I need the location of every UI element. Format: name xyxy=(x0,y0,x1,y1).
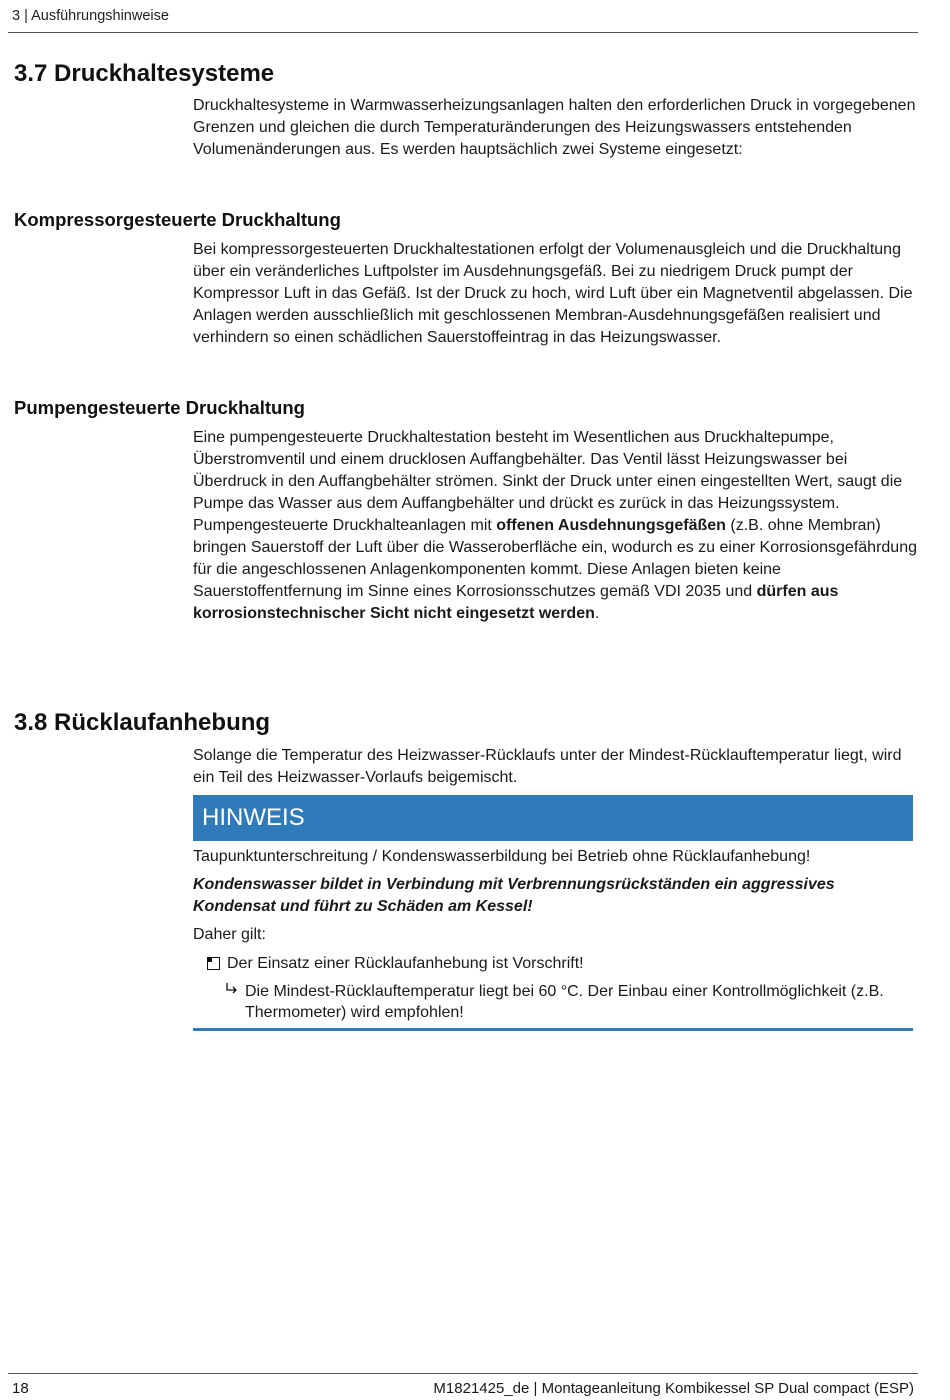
instruction-checkbox-icon xyxy=(207,957,220,970)
pump-text-part-1: Eine pumpengesteuerte Druckhaltestation besteht im Wesentlichen aus Druckhaltepumpe, Überstromventil und einem drucklosen Auffangbehälter. Das Ventil lässt Heizungswasser bei Überdruck in den Auffangbehälter strömen. Sinkt der Druck unter einen eingestellten Wert, saugt die Pumpe das Wasser aus dem Auffangbehälter und drückt es zurück in das Heizungssystem. Pumpengesteuerte Druckhalteanlagen mit xyxy=(193,429,903,534)
pump-heading: Pumpengesteuerte Druckhaltung xyxy=(14,397,305,418)
pump-text-bold-2: dürfen aus korrosionstechnischer Sicht nicht eingesetzt werden xyxy=(193,583,839,622)
notice-bottom-rule xyxy=(193,1028,913,1031)
notice-result: Die Mindest-Rücklauftemperatur liegt bei 60 °C. Der Einbau einer Kontrollmöglichkeit (z.B. Thermometer) wird empfohlen! xyxy=(245,983,884,1021)
page-number: 18 xyxy=(12,1380,29,1397)
pump-text xyxy=(193,427,918,625)
compressor-heading: Kompressorgesteuerte Druckhaltung xyxy=(14,209,341,230)
footer-divider xyxy=(8,1373,918,1374)
notice-label: HINWEIS xyxy=(202,804,305,831)
section-3-8-title: 3.8 Rücklaufanhebung xyxy=(14,709,271,736)
notice-consequence: Kondenswasser bildet in Verbindung mit Verbrennungsrückständen ein aggressives Kondensat und führt zu Schäden am Kessel! xyxy=(193,876,835,915)
notice-instruction: Der Einsatz einer Rücklaufanhebung ist Vorschrift! xyxy=(227,955,584,972)
running-head: 3 | Ausführungshinweise xyxy=(12,8,169,24)
section-3-7-title: 3.7 Druckhaltesysteme xyxy=(14,60,275,87)
pump-text-bold-1: offenen Ausdehnungsgefäßen xyxy=(496,517,726,534)
notice-header xyxy=(193,795,913,841)
document-title: M1821425_de | Montageanleitung Kombikessel SP Dual compact (ESP) xyxy=(433,1380,914,1397)
section-3-8-intro: Solange die Temperatur des Heizwasser-Rücklaufs unter der Mindest-Rücklauftemperatur liegt, wird ein Teil des Heizwasser-Vorlaufs beigemischt. xyxy=(193,747,902,786)
result-arrow-icon xyxy=(224,982,238,996)
compressor-text: Bei kompressorgesteuerten Druckhaltestationen erfolgt der Volumenausgleich und die Druckhaltung über ein veränderliches Luftpolster im Ausdehnungsgefäß. Bei zu niedrigem Druck pumpt der Kompressor Luft in das Gefäß. Ist der Druck zu hoch, wird Luft über ein Magnetventil abgelassen. Die Anlagen werden ausschließlich mit geschlossenen Membran-Ausdehnungsgefäßen realisiert und verhindern so einen schädlichen Sauerstoffeintrag in das Heizungswasser. xyxy=(193,241,913,346)
pump-text-part-3: . xyxy=(594,605,600,622)
header-divider xyxy=(8,32,918,33)
pump-text-part-2: (z.B. ohne Membran) bringen Sauerstoff der Luft über die Wasseroberfläche ein, wodurch es zu einer Korrosionsgefährdung für die angeschlossenen Anlagenkomponenten kommt. Diese Anlagen bieten keine Sauerstoffentfernung im Sinne eines Korrosionsschutzes gemäß VDI 2035 und xyxy=(193,517,917,600)
notice-therefore: Daher gilt: xyxy=(193,926,266,943)
notice-hazard: Taupunktunterschreitung / Kondenswasserbildung bei Betrieb ohne Rücklaufanhebung! xyxy=(193,848,811,865)
section-3-7-intro: Druckhaltesysteme in Warmwasserheizungsanlagen halten den erforderlichen Druck in vorgegebenen Grenzen und gleichen die durch Temperaturänderungen des Heizungswassers entstehenden Volumenänderungen aus. Es werden hauptsächlich zwei Systeme eingesetzt: xyxy=(193,97,916,158)
